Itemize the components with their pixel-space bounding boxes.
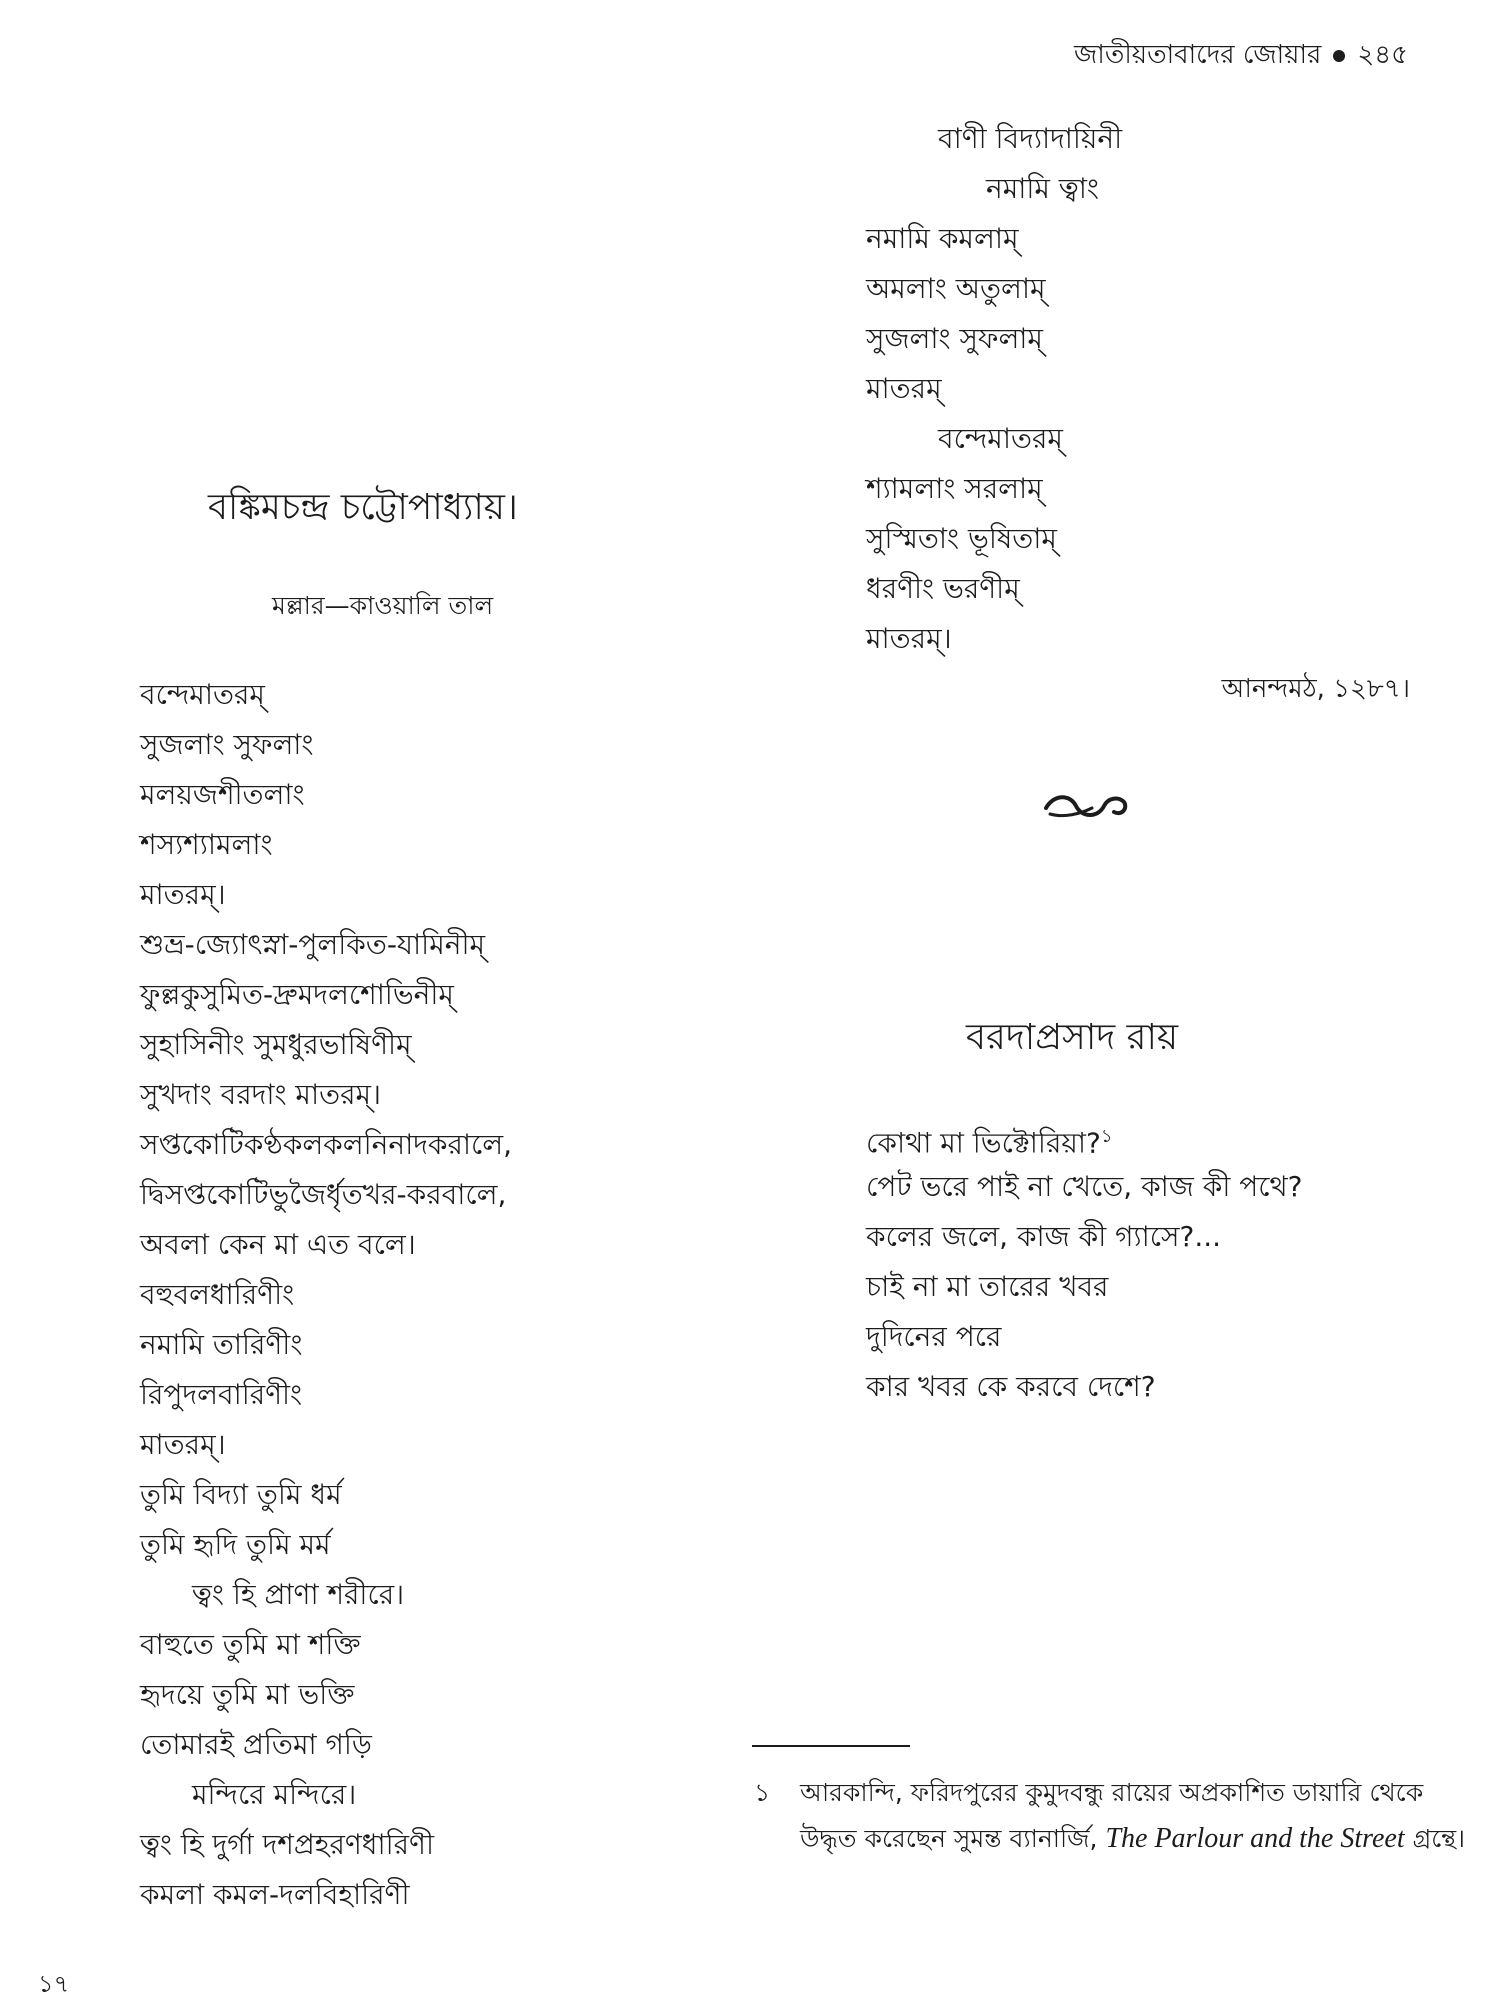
source-citation: আনন্দমঠ, ১২৮৭। bbox=[1221, 674, 1410, 704]
poem-victoria bbox=[866, 1112, 1302, 1412]
poem-line: মাতরম্ bbox=[866, 372, 942, 405]
poem-line: দুদিনের পরে bbox=[866, 1320, 1002, 1353]
poem-line: ত্বং হি দুর্গা দশপ্রহরণধারিণী bbox=[140, 1828, 434, 1861]
poem-line: ফুল্লকুসুমিত-দ্রুমদলশোভিনীম্ bbox=[140, 978, 454, 1011]
footnote-number: ১ bbox=[754, 1778, 771, 1807]
footnote-rule bbox=[752, 1745, 910, 1747]
signature-mark: ১৭ bbox=[38, 1970, 70, 1998]
poem-line: শস্যশ্যামলাং bbox=[140, 828, 273, 861]
poem-line: বন্দেমাতরম্ bbox=[938, 422, 1063, 455]
poem-line: সুজলাং সুফলাম্ bbox=[866, 322, 1043, 355]
running-header bbox=[1074, 34, 1408, 78]
poem-line: শ্যামলাং সরলাম্ bbox=[866, 472, 1043, 505]
poem-line: কলের জলে, কাজ কী গ্যাসে?... bbox=[866, 1220, 1222, 1253]
poem-line: সুজলাং সুফলাং bbox=[140, 728, 314, 761]
poem-line: রিপুদলবারিণীং bbox=[140, 1378, 303, 1411]
poem-line: দ্বিসপ্তকোটিভুজৈর্ধৃতখর-করবালে, bbox=[140, 1178, 507, 1211]
page-number: ২৪৫ bbox=[1357, 40, 1408, 70]
poem-line: চাই না মা তারের খবর bbox=[866, 1270, 1109, 1303]
poem-line: সপ্তকোটিকণ্ঠকলকলনিনাদকরালে, bbox=[140, 1128, 513, 1161]
poem-line: তোমারই প্রতিমা গড়ি bbox=[140, 1728, 372, 1761]
fleuron-icon bbox=[1040, 784, 1130, 828]
poem-line: ধরণীং ভরণীম্ bbox=[866, 572, 1020, 605]
poem-line: ত্বং হি প্রাণা শরীরে। bbox=[192, 1578, 405, 1611]
raga-tala: মল্লার—কাওয়ালি তাল bbox=[272, 591, 494, 620]
poem-line: সুখদাং বরদাং মাতরম্। bbox=[140, 1078, 382, 1111]
poem-line: তুমি বিদ্যা তুমি ধর্ম bbox=[140, 1478, 342, 1511]
left-author-heading: বঙ্কিমচন্দ্র চট্টোপাধ্যায়। bbox=[208, 487, 518, 528]
poem-line: অবলা কেন মা এত বলে। bbox=[140, 1228, 416, 1261]
footnote-mark: ১ bbox=[1100, 1126, 1113, 1147]
poem-line: কার খবর কে করবে দেশে? bbox=[866, 1370, 1156, 1403]
running-title: জাতীয়তাবাদের জোয়ার bbox=[1074, 40, 1322, 70]
poem-line: হৃদয়ে তুমি মা ভক্তি bbox=[140, 1678, 355, 1711]
fleuron-ornament bbox=[1040, 784, 1130, 838]
poem-line: বহুবলধারিণীং bbox=[140, 1278, 295, 1311]
footnote bbox=[754, 1770, 1480, 1862]
bullet-dot-icon bbox=[1333, 50, 1345, 62]
poem-line bbox=[866, 1112, 1302, 1162]
footnote-text-end: গ্রন্থে। bbox=[1412, 1824, 1466, 1853]
poem-line: নমামি ত্বাং bbox=[986, 172, 1099, 205]
poem-line: শুভ্র-জ্যোৎস্না-পুলকিত-যামিনীম্ bbox=[140, 928, 486, 961]
poem-line: মন্দিরে মন্দিরে। bbox=[192, 1778, 357, 1811]
poem-line: অমলাং অতুলাম্ bbox=[866, 272, 1046, 305]
poem-line-text: কোথা মা ভিক্টোরিয়া? bbox=[866, 1126, 1101, 1160]
poem-line: বাণী বিদ্যাদায়িনী bbox=[938, 122, 1123, 155]
poem-line: নমামি কমলাম্ bbox=[866, 222, 1019, 255]
poem-line: মাতরম্। bbox=[140, 878, 226, 911]
footnote-book-title: The Parlour and the Street bbox=[1105, 1823, 1405, 1854]
poem-line: বাহুতে তুমি মা শক্তি bbox=[140, 1628, 361, 1661]
poem-line: বন্দেমাতরম্ bbox=[140, 678, 265, 711]
poem-continuation bbox=[866, 114, 1122, 664]
right-author-heading: বরদাপ্রসাদ রায় bbox=[966, 1017, 1179, 1058]
poem-line: সুস্মিতাং ভূষিতাম্ bbox=[866, 522, 1057, 555]
poem-line: মলয়জশীতলাং bbox=[140, 778, 305, 811]
poem-line: পেট ভরে পাই না খেতে, কাজ কী পথে? bbox=[866, 1170, 1303, 1203]
poem-line: কমলা কমল-দলবিহারিণী bbox=[140, 1878, 410, 1911]
footnote-text: আরকান্দি, ফরিদপুরের কুমুদবন্ধু রায়ের অপ্রকাশিত ডায়ারি থেকে উদ্ধৃত করেছেন সুমন্ত ব্যানার্জি, bbox=[800, 1778, 1424, 1853]
poem-line: মাতরম্। bbox=[866, 622, 952, 655]
poem-line: সুহাসিনীং সুমধুরভাষিণীম্ bbox=[140, 1028, 412, 1061]
poem-line: মাতরম্। bbox=[140, 1428, 226, 1461]
poem-line: তুমি হৃদি তুমি মর্ম bbox=[140, 1528, 331, 1561]
poem-bande-mataram bbox=[140, 670, 512, 1920]
poem-line: নমামি তারিণীং bbox=[140, 1328, 303, 1361]
